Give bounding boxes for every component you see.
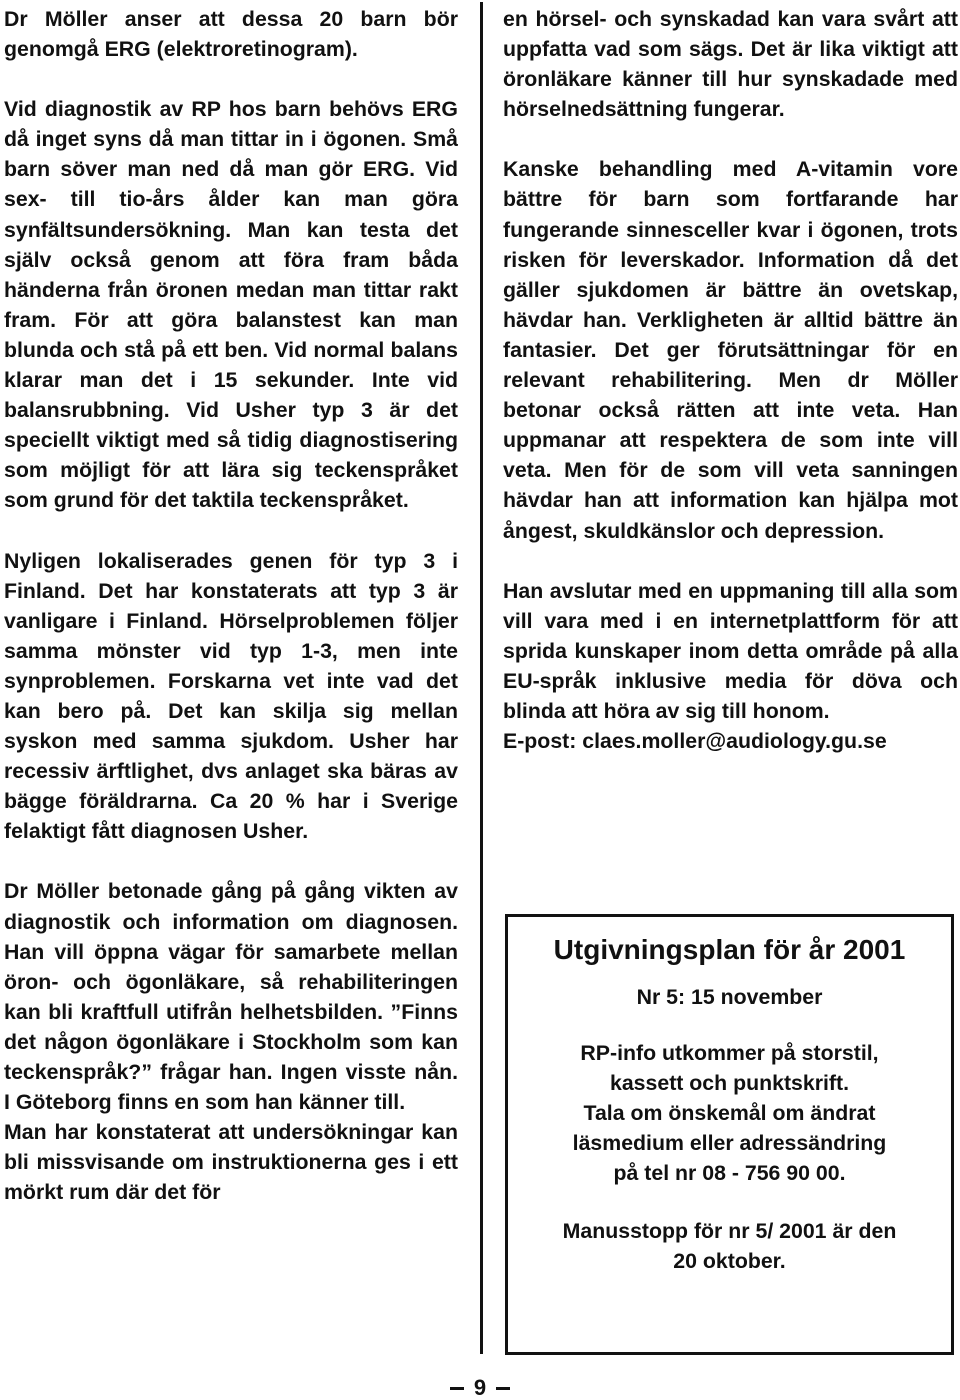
schedule-deadline-line: Manusstopp för nr 5/ 2001 är den [562, 1219, 897, 1243]
paragraph: Kanske behandling med A-vitamin vore bättre för barn som fortfarande har fungerande sinnesceller kvar i ögonen, trots risken för leverskador. Information då det gäller sjukdomen är bättre än ovetskap, hävdar han. Verkligheten är alltid bättre än fantasier. Det ger förutsättningar för en relevant rehabilitering. Men dr Möller betonar också rätten att inte veta. Han uppmanar att respektera de som inte vill veta. Men för de som vill veta sanningen hävdar han att information kan hjälpa mot ångest, skuldkänslor och depression. [503, 157, 958, 543]
schedule-info-line: RP-info utkommer på storstil, [580, 1041, 879, 1065]
schedule-info-line: på tel nr 08 - 756 90 00. [613, 1161, 846, 1185]
page-number-dash [496, 1387, 510, 1390]
paragraph: Vid diagnostik av RP hos barn behövs ERG då inget syns då man tittar in i ögonen. Små barn söver man ned då man gör ERG. Vid sex- till tio-års ålder kan man göra synfältsundersökning. Man kan testa det själv också genom att föra fram båda händerna från öronen medan man tittar rakt fram. För att göra balanstest kan man blunda och stå på ett ben. Vid normal balans klarar man det i 15 sekunder. Inte vid balansrubbning. Vid Usher typ 3 är det speciellt viktigt med så tidig diagnostisering som möjligt för att lära sig teckenspråket som grund för det taktila teckenspråket. [4, 97, 458, 513]
page-number-value: 9 [473, 1375, 487, 1400]
paragraph: Nyligen lokaliserades genen för typ 3 i Finland. Det har konstaterats att typ 3 är vanligare i Finland. Hörselproblemen följer samma mönster vid typ 1-3, men inte synproblemen. Forskarna vet inte vad det kan bero på. Det kan skilja sig mellan syskon med samma sjukdom. Usher har recessiv ärftlighet, dvs anlaget ska bäras av bägge föräldrarna. Ca 20 % har i Sverige felaktigt fått diagnosen Usher. [4, 548, 458, 844]
schedule-info-line: läsmedium eller adressändring [572, 1131, 887, 1155]
schedule-deadline [508, 1216, 951, 1276]
paragraph: Dr Möller anser att dessa 20 barn bör genomgå ERG (elektroretinogram). [4, 7, 458, 62]
schedule-deadline-line: 20 oktober. [673, 1249, 786, 1273]
left-column [4, 4, 458, 1207]
page-number [440, 1376, 520, 1400]
paragraph: en hörsel- och synskadad kan vara svårt att uppfatta vad som sägs. Det är lika viktigt att öronläkare känner till hur synskadade med hörselnedsättning fungerar. [503, 7, 958, 122]
column-divider [480, 2, 483, 1354]
page-number-dash [450, 1387, 464, 1390]
schedule-issue-date: Nr 5: 15 november [636, 985, 823, 1009]
schedule-info [508, 1038, 951, 1188]
schedule-title: Utgivningsplan för år 2001 [553, 934, 906, 965]
email-line: E-post: claes.moller@audiology.gu.se [503, 729, 887, 754]
publication-schedule-box [505, 914, 954, 1355]
schedule-info-line: kassett och punktskrift. [609, 1071, 850, 1095]
right-column [503, 4, 958, 756]
paragraph: Man har konstaterat att undersökningar kan bli missvisande om instruktionerna ges i ett mörkt rum där det för [4, 1120, 458, 1205]
paragraph: Dr Möller betonade gång på gång vikten av diagnostik och information om diagnosen. Han vill öppna vägar för samarbete mellan öron- och ögonläkare, så rehabiliteringen kan bli kraftfull utifrån helhetsbilden. ”Finns det någon ögonläkare i Stockholm som kan teckenspråk?” frågar han. Ingen visste nån. I Göteborg finns en som han känner till. [4, 879, 458, 1115]
schedule-info-line: Tala om önskemål om ändrat [583, 1101, 876, 1125]
paragraph: Han avslutar med en uppmaning till alla som vill vara med i en internetplattform för att sprida kunskaper inom detta område på alla EU-språk inklusive media för döva och blinda att höra av sig till honom. [503, 578, 958, 723]
